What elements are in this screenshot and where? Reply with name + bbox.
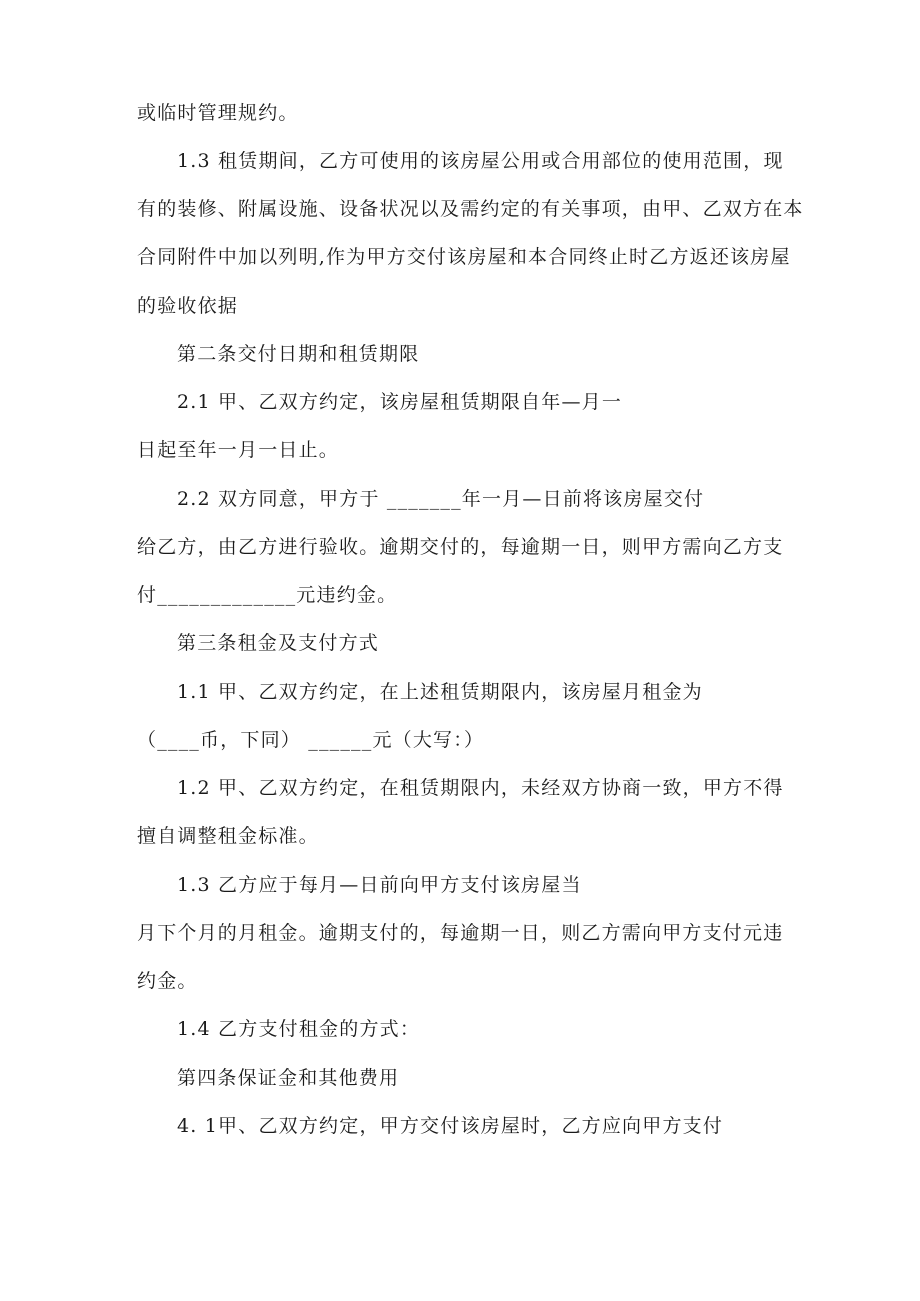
- section-heading: 第四条保证金和其他费用: [177, 1067, 400, 1089]
- text-line: 付_____________元违约金。: [137, 584, 398, 606]
- text-line: 1.2 甲、乙双方约定，在租赁期限内，未经双方协商一致，甲方不得: [177, 777, 784, 799]
- text-line: 或临时管理规约。: [137, 102, 299, 124]
- text-line: 日起至年一月一日止。: [137, 439, 340, 461]
- text-line: 给乙方，由乙方进行验收。逾期交付的，每逾期一日，则甲方需向乙方支: [137, 536, 784, 558]
- text-line: 有的装修、附属设施、设备状况以及需约定的有关事项，由甲、乙双方在本: [137, 198, 804, 220]
- text-line: 1.3 乙方应于每月—日前向甲方支付该房屋当: [177, 874, 582, 896]
- text-line: 的验收依据: [137, 295, 239, 317]
- text-line: 4. 1甲、乙双方约定，甲方交付该房屋时，乙方应向甲方支付: [177, 1115, 724, 1137]
- text-line: 1.3 租赁期间，乙方可使用的该房屋公用或合用部位的使用范围，现: [177, 150, 784, 172]
- text-line: 1.4 乙方支付租金的方式：: [177, 1018, 421, 1040]
- text-line: 月下个月的月租金。逾期支付的，每逾期一日，则乙方需向甲方支付元违: [137, 922, 784, 944]
- text-line: （____币，下同） ______元（大写：）: [137, 729, 485, 751]
- section-heading: 第三条租金及支付方式: [177, 632, 380, 654]
- text-line: 1.1 甲、乙双方约定，在上述租赁期限内，该房屋月租金为: [177, 681, 703, 703]
- text-line: 2.2 双方同意，甲方于 _______年一月—日前将该房屋交付: [177, 488, 705, 510]
- text-line: 擅自调整租金标准。: [137, 825, 319, 847]
- section-heading: 第二条交付日期和租赁期限: [177, 343, 420, 365]
- text-line: 2.1 甲、乙双方约定，该房屋租赁期限自年—月一: [177, 391, 623, 413]
- text-line: 约金。: [137, 970, 198, 992]
- text-line: 合同附件中加以列明,作为甲方交付该房屋和本合同终止时乙方返还该房屋: [137, 246, 791, 268]
